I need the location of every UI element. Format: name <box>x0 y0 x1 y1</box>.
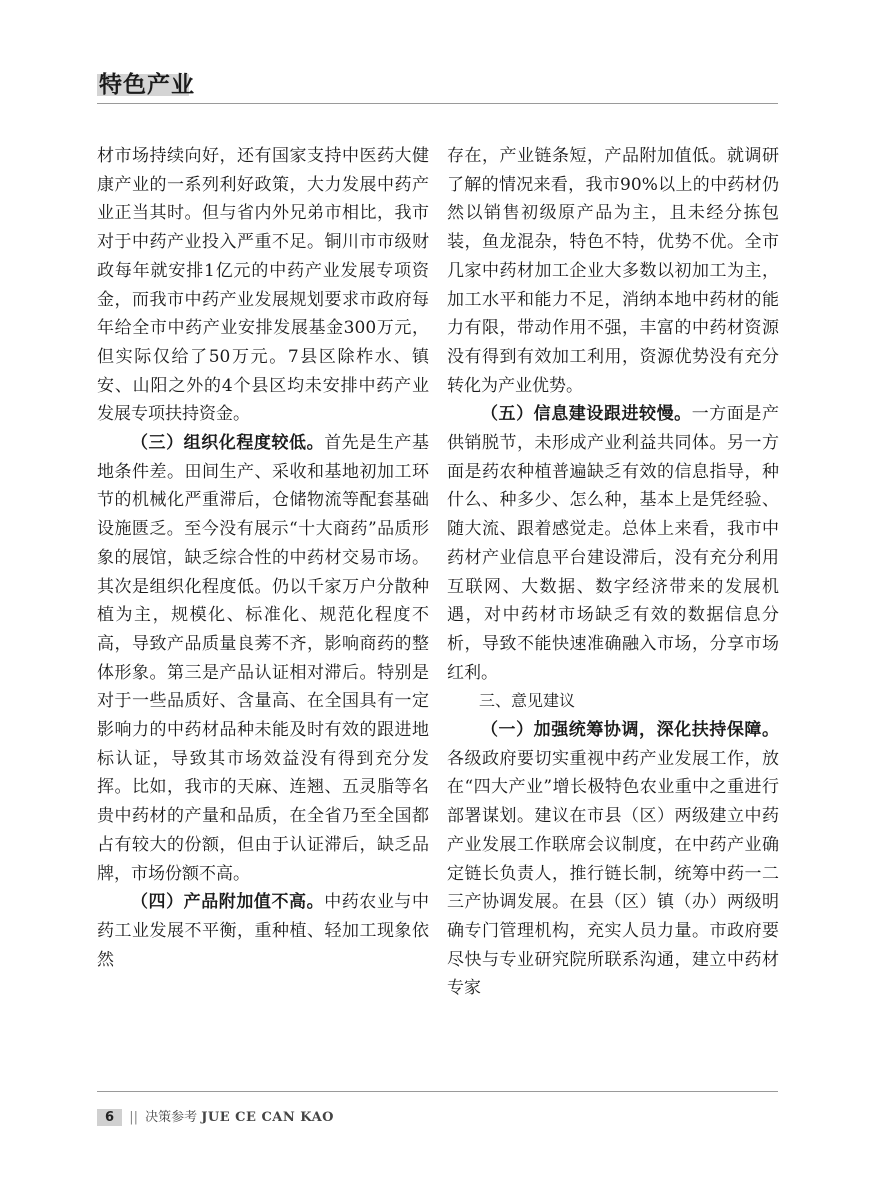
paragraph-lead-heading: （三）组织化程度较低。 <box>131 433 325 454</box>
section-heading: 三、意见建议 <box>479 691 576 711</box>
paragraph <box>447 400 779 687</box>
paragraph-text: 一方面是产供销脱节，未形成产业利益共同体。另一方面是药农种植普遍缺乏有效的信息指导，种什么、种多少、怎么种，基本上是凭经验、随大流、跟着感觉走。总体上来看，我市中药材产业信息平台建设滞后，没有充分利用互联网、大数据、数字经济带来的发展机遇，对中药材市场缺乏有效的数据信息分析，导致不能快速准确融入市场，分享市场红利。 <box>447 404 779 683</box>
paragraph-lead-heading: （五）信息建设跟进较慢。 <box>481 404 692 425</box>
paragraph-text: 各级政府要切实重视中药产业发展工作，放在“四大产业”增长极特色农业重中之重进行部署谋划。建议在市县（区）两级建立中药产业发展工作联席会议制度，在中药产业确定链长负责人，推行链长制，统筹中药一二三产协调发展。在县（区）镇（办）两级明确专门管理机构，充实人员力量。市政府要尽快与专业研究院所联系沟通，建立中药材专家 <box>447 748 779 999</box>
paragraph <box>97 142 429 429</box>
journal-name-cn: 决策参考 <box>145 1110 198 1125</box>
bottom-divider <box>97 1091 778 1092</box>
section-header <box>97 70 195 106</box>
paragraph-text: 材市场持续向好，还有国家支持中医药大健康产业的一系列利好政策，大力发展中药产业正当其时。但与省内外兄弟市相比，我市对于中药产业投入严重不足。铜川市市级财政每年就安排1亿元的中药产业发展专项资金，而我市中药产业发展规划要求市政府每年给全市中药产业安排发展基金300万元，但实际仅给了50万元。7县区除柞水、镇安、山阳之外的4个县区均未安排中药产业发展专项扶持资金。 <box>97 146 429 425</box>
top-divider <box>97 103 778 104</box>
journal-name-pinyin: JUE CE CAN KAO <box>201 1110 334 1125</box>
paragraph-lead-heading: （一）加强统筹协调，深化扶持保障。 <box>481 720 779 741</box>
footer-separator: || <box>129 1110 138 1125</box>
paragraph-text: 首先是生产基地条件差。田间生产、采收和基地初加工环节的机械化严重滞后，仓储物流等配套基础设施匮乏。至今没有展示“十大商药”品质形象的展馆，缺乏综合性的中药材交易市场。其次是组织化程度低。仍以千家万户分散种植为主，规模化、标准化、规范化程度不高，导致产品质量良莠不齐，影响商药的整体形象。第三是产品认证相对滞后。特别是对于一些品质好、含量高、在全国具有一定影响力的中药材品种未能及时有效的跟进地标认证，导致其市场效益没有得到充分发挥。比如，我市的天麻、连翘、五灵脂等名贵中药材的产量和品质，在全省乃至全国都占有较大的份额，但由于认证滞后，缺乏品牌，市场份额不高。 <box>97 433 429 884</box>
paragraph <box>447 716 779 1003</box>
paragraph-text: 中药农业与中药工业发展不平衡，重种植、轻加工现象依然 <box>97 892 429 970</box>
paragraph <box>97 429 429 888</box>
paragraph-lead-heading: （四）产品附加值不高。 <box>131 892 325 913</box>
paragraph <box>97 888 429 974</box>
section-title: 特色产业 <box>99 72 195 98</box>
right-column <box>447 142 779 1003</box>
page-number: 6 <box>97 1109 122 1126</box>
paragraph <box>447 142 779 400</box>
left-column <box>97 142 429 974</box>
page-footer <box>97 1106 334 1130</box>
paragraph-text: 存在，产业链条短，产品附加值低。就调研了解的情况来看，我市90%以上的中药材仍然以销售初级原产品为主，且未经分拣包装，鱼龙混杂，特色不特，优势不优。全市几家中药材加工企业大多数以初加工为主，加工水平和能力不足，消纳本地中药材的能力有限，带动作用不强，丰富的中药材资源没有得到有效加工利用，资源优势没有充分转化为产业优势。 <box>447 146 779 396</box>
